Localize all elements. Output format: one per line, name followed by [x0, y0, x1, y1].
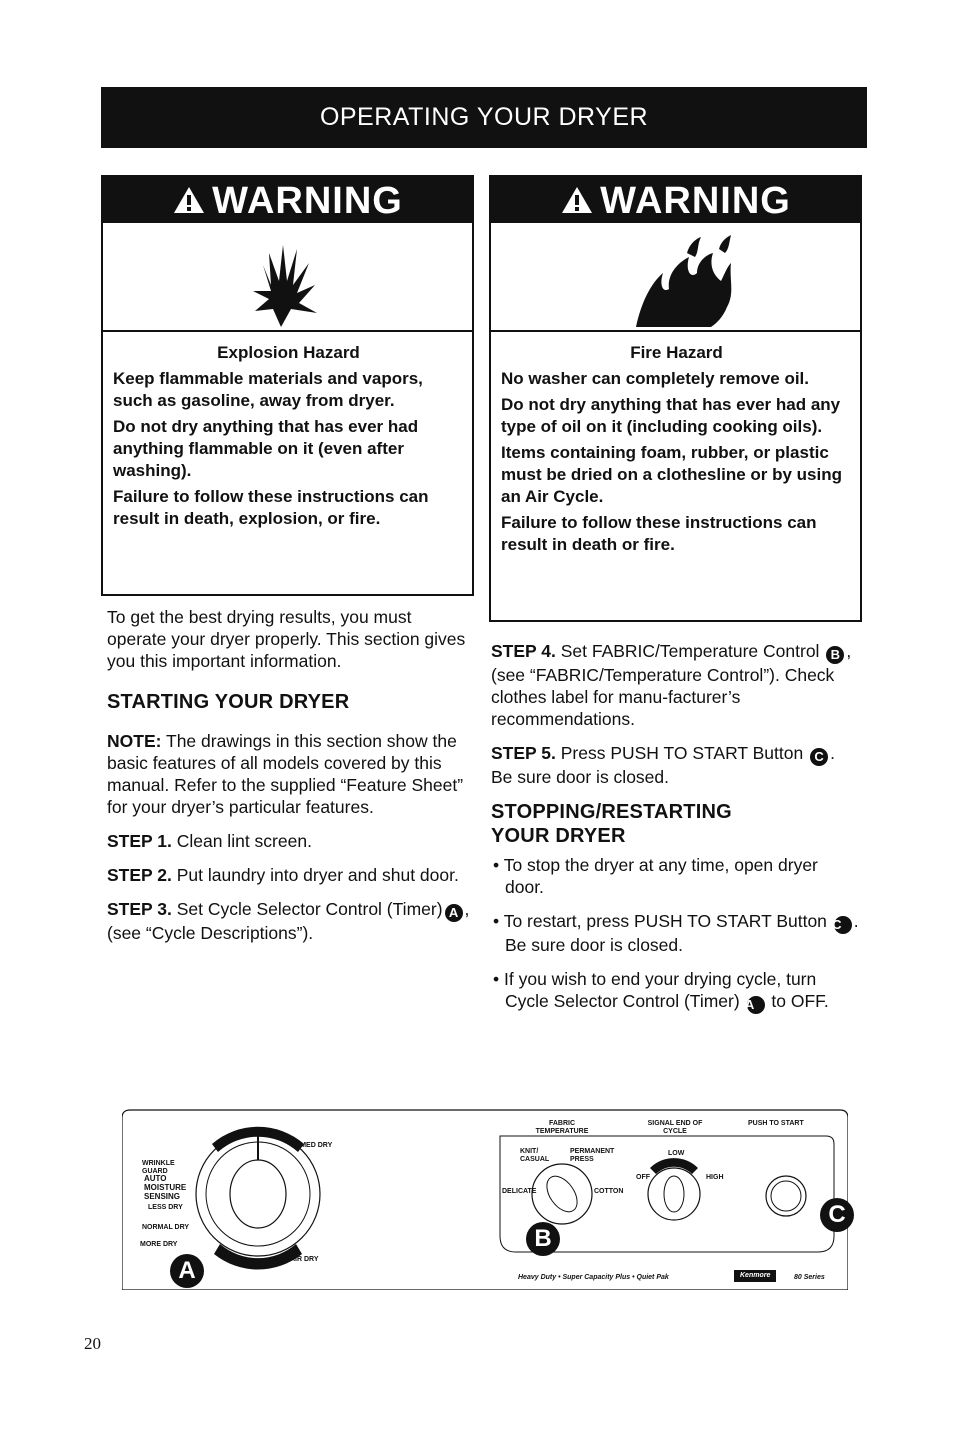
- warning-title: WARNING: [600, 180, 791, 222]
- bullet-text: . Be sure door is closed.: [505, 911, 859, 955]
- fabric-setting: DELICATE: [502, 1188, 537, 1195]
- step-text: Set FABRIC/Temperature Control: [555, 641, 820, 661]
- right-column: [491, 640, 861, 1026]
- bullet-text: to OFF.: [766, 991, 829, 1011]
- warning-header: [491, 177, 860, 223]
- section-banner: OPERATING YOUR DRYER: [101, 87, 867, 148]
- note-text: The drawings in this section show the basic features of all models covered by this manual. Refer to the supplied “Feature Sheet” for your dryer’s particular features.: [107, 731, 464, 817]
- bullet-item: • To stop the dryer at any time, open dryer door.: [493, 855, 818, 897]
- fire-icon: [491, 223, 860, 332]
- warning-header: [103, 177, 472, 223]
- marker-b: B: [826, 646, 844, 664]
- marker-c: C: [820, 1198, 854, 1232]
- timer-label: TIMED DRY: [294, 1142, 333, 1149]
- warning-line: Failure to follow these instructions can result in death or fire.: [501, 513, 817, 554]
- marker-a: A: [445, 904, 463, 922]
- step-label: STEP 5.: [491, 743, 556, 763]
- left-column: [107, 606, 472, 956]
- starting-heading: STARTING YOUR DRYER: [107, 691, 350, 713]
- signal-label: SIGNAL END OF CYCLE: [647, 1120, 703, 1135]
- step-text: Press PUSH TO START Button: [555, 743, 804, 763]
- step-text: Clean lint screen.: [171, 831, 312, 851]
- step-text: , (see “FABRIC/Temperature Control”). Check clothes label for manu-facturer’s recommendations.: [491, 641, 852, 729]
- step-text: Set Cycle Selector Control (Timer): [171, 899, 443, 919]
- marker-a: A: [170, 1254, 204, 1288]
- bullet-text: To stop the dryer at any time, open dryer door.: [503, 855, 818, 897]
- step-label: STEP 4.: [491, 641, 556, 661]
- signal-setting: OFF: [636, 1174, 650, 1181]
- fabric-setting: KNIT/ CASUAL: [520, 1148, 550, 1163]
- step-5: [491, 742, 861, 788]
- fabric-setting: PERMANENT PRESS: [570, 1148, 615, 1163]
- step-1: [107, 830, 472, 852]
- step-4: [491, 640, 861, 730]
- hazard-name: Fire Hazard: [630, 343, 723, 362]
- warning-box-fire: [489, 175, 862, 622]
- step-text: , (see “Cycle Descriptions”).: [107, 899, 470, 943]
- step-text: . Be sure door is closed.: [491, 743, 835, 787]
- note-label: NOTE:: [107, 731, 162, 751]
- timer-label: WRINKLE GUARD: [142, 1160, 175, 1175]
- explosion-icon: [103, 223, 472, 332]
- warning-box-explosion: [101, 175, 474, 596]
- brand-name: Kenmore: [740, 1272, 771, 1279]
- step-label: STEP 2.: [107, 865, 172, 885]
- start-label: PUSH TO START: [748, 1120, 804, 1127]
- intro-paragraph: To get the best drying results, you must operate your dryer properly. This section gives you this important information.: [107, 607, 466, 671]
- marker-c: C: [834, 916, 852, 934]
- timer-label: AIR DRY: [290, 1256, 319, 1263]
- signal-setting: LOW: [668, 1150, 685, 1157]
- warning-line: Items containing foam, rubber, or plastic must be dried on a clothesline or by using an Air Cycle.: [501, 443, 842, 506]
- marker-c: C: [810, 748, 828, 766]
- warning-title: WARNING: [212, 180, 403, 222]
- fabric-label: FABRIC TEMPERATURE: [535, 1120, 589, 1135]
- warning-line: No washer can completely remove oil.: [501, 369, 810, 388]
- warning-line: Failure to follow these instructions can result in death, explosion, or fire.: [113, 487, 429, 528]
- step-label: STEP 3.: [107, 899, 172, 919]
- timer-label: NORMAL DRY: [142, 1224, 190, 1231]
- warning-triangle-icon: [172, 179, 206, 227]
- step-text: Put laundry into dryer and shut door.: [171, 865, 459, 885]
- warning-triangle-icon: [560, 179, 594, 227]
- control-panel-illustration: [122, 1104, 848, 1290]
- step-label: STEP 1.: [107, 831, 172, 851]
- bullet-text: If you wish to end your drying cycle, turn Cycle Selector Control (Timer): [504, 969, 817, 1011]
- timer-label: MORE DRY: [140, 1241, 178, 1248]
- bullet-item: • To restart, press PUSH TO START Button C . Be sure door is closed.: [493, 911, 859, 955]
- brand-logo: [734, 1270, 776, 1282]
- step-2: [107, 864, 472, 886]
- series-label: 80 Series: [794, 1274, 825, 1281]
- timer-label: LESS DRY: [148, 1204, 183, 1211]
- step-3: [107, 898, 472, 944]
- timer-label: AUTO MOISTURE SENSING: [144, 1174, 187, 1201]
- warning-line: Do not dry anything that has ever had any type of oil on it (including cooking oils).: [501, 395, 841, 436]
- marker-a: A: [747, 996, 765, 1014]
- warning-text: [491, 332, 860, 568]
- bullet-text: To restart, press PUSH TO START Button: [503, 911, 827, 931]
- marker-b: B: [526, 1222, 560, 1256]
- warning-line: Keep flammable materials and vapors, such as gasoline, away from dryer.: [113, 369, 423, 410]
- fabric-setting: COTTON: [594, 1188, 624, 1195]
- warning-text: [103, 332, 472, 542]
- bullet-item: • If you wish to end your drying cycle, turn Cycle Selector Control (Timer) A to OFF.: [493, 969, 829, 1012]
- page-number: 20: [84, 1334, 101, 1353]
- stopping-heading: STOPPING/RESTARTING YOUR DRYER: [491, 801, 732, 847]
- signal-setting: HIGH: [706, 1174, 724, 1181]
- hazard-name: Explosion Hazard: [217, 343, 360, 362]
- panel-footer: Heavy Duty • Super Capacity Plus • Quiet Pak: [518, 1274, 669, 1281]
- warning-line: Do not dry anything that has ever had anything flammable on it (even after washing).: [113, 417, 419, 480]
- note-paragraph: [107, 730, 472, 818]
